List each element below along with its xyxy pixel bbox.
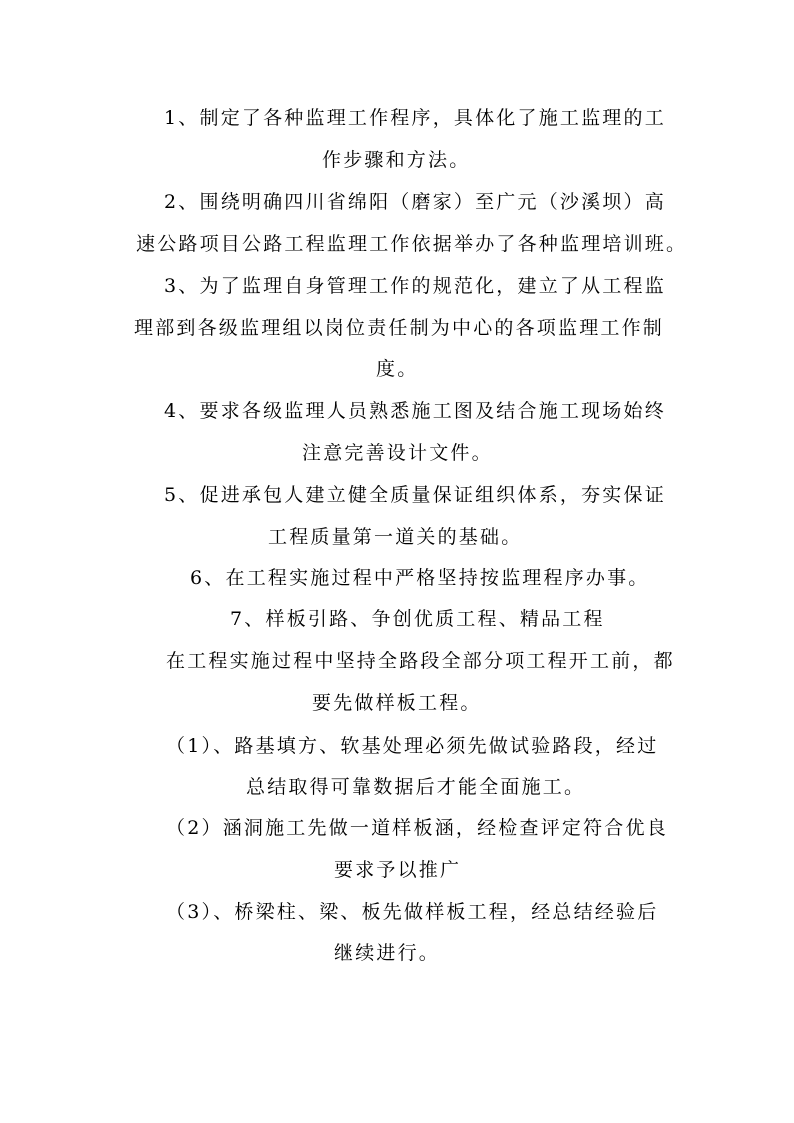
item-1-line-2: 作步骤和方法。	[322, 149, 471, 171]
sub-3-line-2: 继续进行。	[334, 942, 441, 964]
item-3-line-3: 度。	[376, 358, 419, 380]
item-4-line-1: 4、要求各级监理人员熟悉施工图及结合施工现场始终	[164, 400, 666, 422]
item-4-line-2: 注意完善设计文件。	[302, 442, 493, 464]
item-3-line-2: 理部到各级监理组以岗位责任制为中心的各项监理工作制	[134, 317, 665, 339]
item-5-line-2: 工程质量第一道关的基础。	[268, 526, 523, 548]
item-3-line-1: 3、为了监理自身管理工作的规范化，建立了从工程监	[164, 275, 666, 297]
sub-3-line-1: （3）、桥梁柱、梁、板先做样板工程，经总结经验后	[166, 901, 659, 923]
item-7-line-1: 7、样板引路、争创优质工程、精品工程	[230, 608, 605, 630]
item-1-line-1: 1、制定了各种监理工作程序，具体化了施工监理的工	[164, 107, 666, 129]
item-5-line-1: 5、促进承包人建立健全质量保证组织体系，夯实保证	[164, 484, 666, 506]
sample-para-line-2: 要先做样板工程。	[312, 692, 482, 714]
item-2-line-1: 2、围绕明确四川省绵阳（磨家）至广元（沙溪坝）高	[164, 191, 666, 213]
sub-2-line-2: 要求予以推广	[334, 859, 462, 881]
item-6-line-1: 6、在工程实施过程中严格坚持按监理程序办事。	[190, 567, 650, 589]
sub-2-line-1: （2）涵洞施工先做一道样板涵，经检查评定符合优良	[166, 817, 668, 839]
sub-1-line-2: 总结取得可靠数据后才能全面施工。	[246, 776, 586, 798]
sub-1-line-1: （1）、路基填方、软基处理必须先做试验路段，经过	[166, 735, 659, 757]
sample-para-line-1: 在工程实施过程中坚持全路段全部分项工程开工前，都	[166, 650, 675, 672]
item-2-line-2: 速公路项目公路工程监理工作依据举办了各种监理培训班。	[136, 233, 688, 255]
